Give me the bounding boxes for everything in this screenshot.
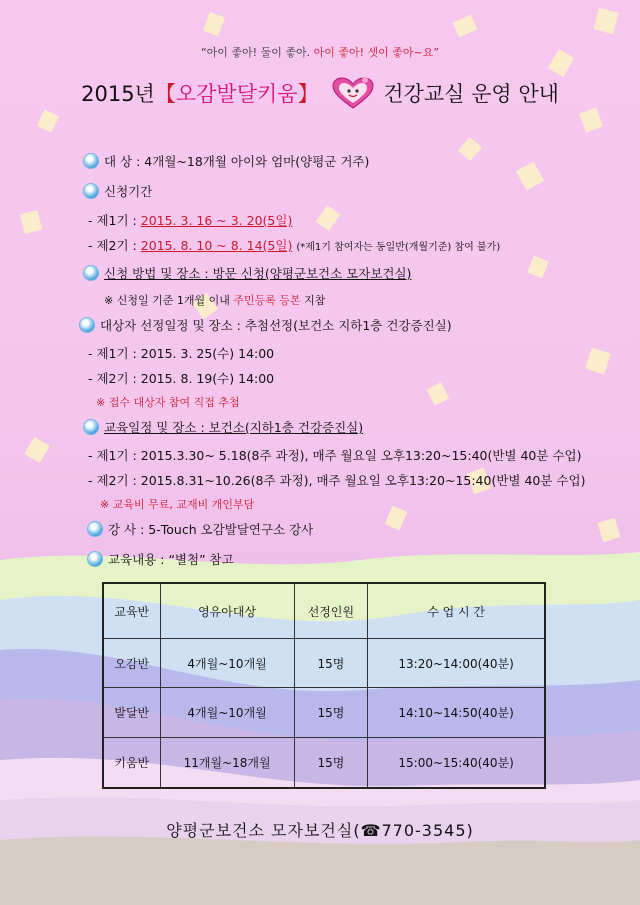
selection-label: 대상자 선정일정 및 장소 : 추첨선정(보건소 지하1층 건강증진실): [100, 318, 452, 333]
term2-label: - 제2기 :: [88, 238, 141, 253]
table-cell: 13:20~14:00(40분): [368, 639, 545, 688]
globe-bullet-icon: [84, 420, 98, 434]
table-row: [103, 688, 545, 737]
table-row: [103, 737, 545, 788]
term2-note: (*제1기 참여자는 동일반(개월기준) 참여 불가): [296, 242, 501, 253]
note-post: 지참: [300, 294, 326, 307]
table-header-cell: 수 업 시 간: [368, 583, 545, 639]
title-bracket-close: 】: [297, 82, 319, 106]
selection-term1: - 제1기 : 2015. 3. 25(수) 14:00: [88, 346, 275, 361]
table-header-row: [103, 583, 545, 639]
section-selection: [80, 316, 452, 334]
globe-bullet-icon: [84, 184, 98, 198]
education-term2: - 제2기 : 2015.8.31~10.26(8주 과정), 매주 월요일 오후13:20~15:40(반별 40분 수업): [88, 473, 586, 488]
section-instructor: [88, 520, 313, 538]
footer-contact: 양평군보건소 모자보건실(☎770-3545): [166, 821, 474, 840]
section-target: [84, 152, 369, 170]
term1-value: 2015. 3. 16 ~ 3. 20(5일): [140, 213, 293, 228]
target-value: 4개월~18개월 아이와 엄마(양평군 거주): [144, 154, 370, 169]
globe-bullet-icon: [84, 154, 98, 168]
tagline-part1: “아이 좋아! 둘이 좋아.: [200, 46, 314, 59]
note-pre: ※ 신청일 기준 1개월 이내: [104, 294, 234, 307]
table-cell: 오감반: [103, 639, 160, 688]
table-row: [103, 639, 545, 688]
globe-bullet-icon: [88, 552, 102, 566]
apply-period-term1: [88, 211, 292, 229]
apply-period-term2: [88, 236, 500, 254]
schedule-table: [102, 582, 546, 789]
table-cell: 15명: [294, 737, 368, 788]
table-header-cell: 선정인원: [294, 583, 368, 639]
table-cell: 발달반: [103, 688, 160, 737]
table-cell: 키움반: [103, 737, 160, 788]
tagline: [0, 44, 640, 60]
selection-note: ※ 접수 대상자 참여 직접 추첨: [96, 396, 240, 409]
title-year: 2015년: [81, 82, 155, 106]
globe-bullet-icon: [84, 266, 98, 280]
table-cell: 4개월~10개월: [160, 688, 294, 737]
title-bracket-open: 【: [154, 82, 176, 106]
note-resident-register: 주민등록 등본: [233, 294, 301, 307]
table-cell: 11개월~18개월: [160, 737, 294, 788]
tagline-part2: 아이 좋아! 셋이 좋아~요”: [313, 46, 440, 59]
apply-method-label: 신청 방법 및 장소 : 방문 신청(양평군보건소 모자보건실): [104, 266, 412, 281]
globe-bullet-icon: [88, 522, 102, 536]
table-cell: 15:00~15:40(40분): [368, 737, 545, 788]
section-education: [84, 418, 363, 436]
apply-method-note: [104, 292, 325, 308]
education-label: 교육일정 및 장소 : 보건소(지하1층 건강증진실): [104, 420, 364, 435]
title-rest: 건강교실 운영 안내: [383, 82, 559, 106]
section-apply-method: [84, 264, 411, 282]
section-content: [88, 550, 234, 568]
section-apply-period: [84, 182, 152, 200]
education-note: ※ 교육비 무료, 교재비 개인부담: [100, 498, 255, 511]
instructor-label: 강 사 : 5-Touch 오감발달연구소 강사: [108, 522, 314, 537]
table-cell: 14:10~14:50(40분): [368, 688, 545, 737]
selection-term2: - 제2기 : 2015. 8. 19(수) 14:00: [88, 371, 275, 386]
table-cell: 15명: [294, 639, 368, 688]
term1-label: - 제1기 :: [88, 213, 141, 228]
table-header-cell: 교육반: [103, 583, 160, 639]
table-cell: 15명: [294, 688, 368, 737]
page-title: [0, 76, 640, 110]
heart-mascot-icon: [331, 76, 375, 110]
term2-value: 2015. 8. 10 ~ 8. 14(5일): [140, 238, 293, 253]
content-label: 교육내용 : “별첨” 참고: [108, 552, 234, 567]
apply-period-label: 신청기간: [104, 184, 153, 199]
title-brand: 오감발달키움: [175, 82, 298, 106]
target-label: 대 상 :: [104, 154, 145, 169]
education-term1: - 제1기 : 2015.3.30~ 5.18(8주 과정), 매주 월요일 오후13:20~15:40(반별 40분 수업): [88, 448, 582, 463]
table-header-cell: 영유아대상: [160, 583, 294, 639]
table-cell: 4개월~10개월: [160, 639, 294, 688]
globe-bullet-icon: [80, 318, 94, 332]
